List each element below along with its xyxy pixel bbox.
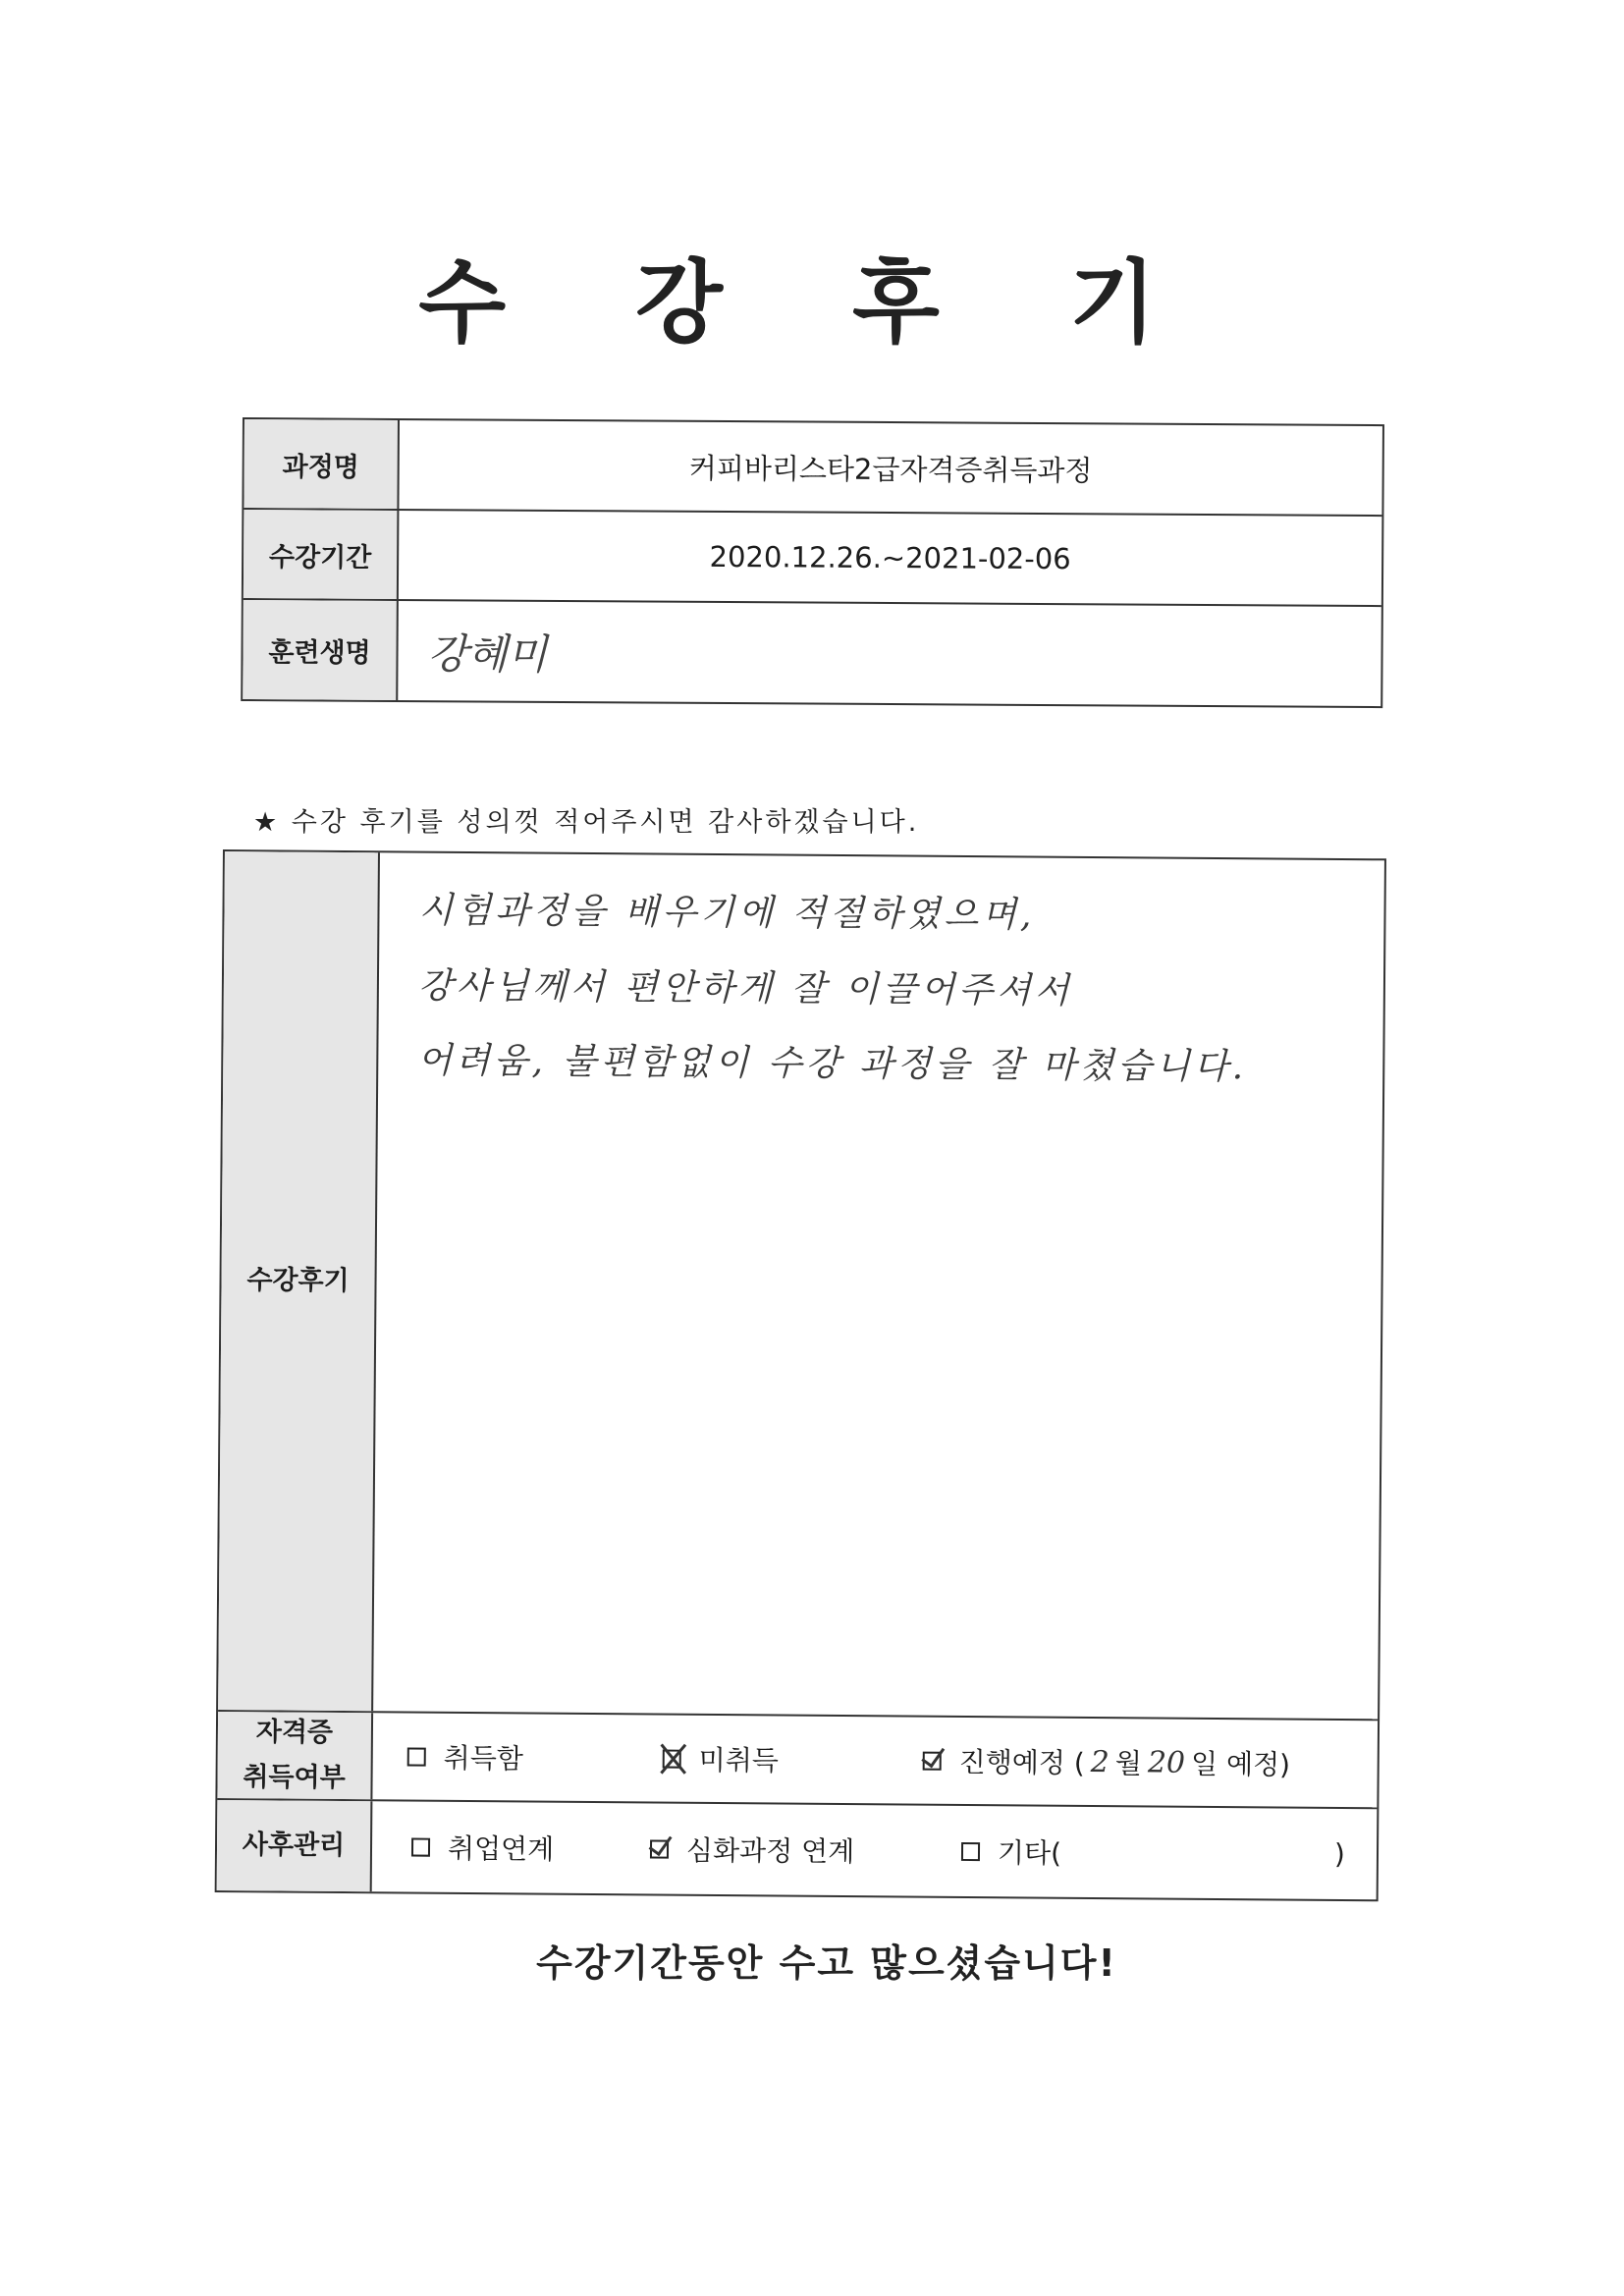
certificate-label-line1: 자격증 [255,1717,334,1748]
checkbox-scheduled[interactable] [923,1751,942,1770]
course-row [244,419,1382,517]
review-line-2: 강사님께서 편안하게 잘 이끌어주셔서 [417,965,1073,1011]
scheduled-month: 2 [1090,1744,1110,1779]
review-line-1: 시험과정을 배우기에 적절하였으며, [418,890,1036,936]
review-row [218,851,1384,1721]
period-value: 2020.12.26.~2021-02-06 [709,539,1071,576]
option-other[interactable] [961,1831,1061,1872]
certificate-row [217,1712,1378,1809]
option-other-label: 기타( [997,1836,1062,1870]
aftercare-label: 사후관리 [217,1800,373,1891]
option-not-obtained-label: 미취득 [698,1743,780,1777]
certificate-options [372,1713,1378,1807]
certificate-label-line2: 취득여부 [243,1762,346,1794]
scheduled-day-unit: 일 예정) [1190,1747,1291,1781]
review-line-3: 어려움, 불편함없이 수강 과정을 잘 마쳤습니다. [417,1040,1248,1088]
review-table [215,849,1386,1901]
option-scheduled[interactable] [923,1741,1291,1783]
notice-text: ★ 수강 후기를 성의껏 적어주시면 감사하겠습니다. [253,807,920,838]
option-advanced-label: 심화과정 연계 [685,1833,855,1869]
course-label: 과정명 [244,419,400,509]
option-other-close [1334,1837,1345,1870]
trainee-label: 훈련생명 [243,600,399,700]
review-label: 수강후기 [218,851,380,1711]
scheduled-day: 20 [1147,1744,1186,1780]
scheduled-month-unit: 월 [1114,1747,1143,1780]
checkbox-other[interactable] [961,1841,980,1860]
option-advanced[interactable] [650,1829,855,1870]
checkbox-advanced[interactable] [650,1839,669,1858]
option-not-obtained[interactable] [663,1739,779,1779]
course-info-table [241,417,1384,708]
option-obtained[interactable] [407,1737,523,1777]
option-obtained-label: 취득함 [443,1741,524,1776]
option-employment-label: 취업연계 [447,1831,555,1866]
checkbox-not-obtained[interactable] [663,1749,681,1768]
trainee-row [243,600,1381,706]
closing-message: 수강기간동안 수고 많으셨습니다! [536,1941,1117,1985]
course-value: 커피바리스타2급자격증취득과정 [688,451,1093,487]
period-label: 수강기간 [244,510,400,599]
checkbox-obtained[interactable] [407,1747,426,1766]
review-body [373,852,1384,1719]
aftercare-row [217,1800,1378,1899]
certificate-label [217,1712,373,1799]
page-title: 수 강 후 기 [418,250,1206,355]
option-employment[interactable] [411,1828,555,1868]
option-scheduled-label: 진행예정 ( [958,1745,1085,1779]
trainee-name: 강혜미 [427,629,548,679]
aftercare-options [372,1801,1378,1899]
option-other-close-paren: ) [1333,1837,1346,1871]
period-row [244,510,1382,607]
checkbox-employment[interactable] [411,1837,430,1856]
